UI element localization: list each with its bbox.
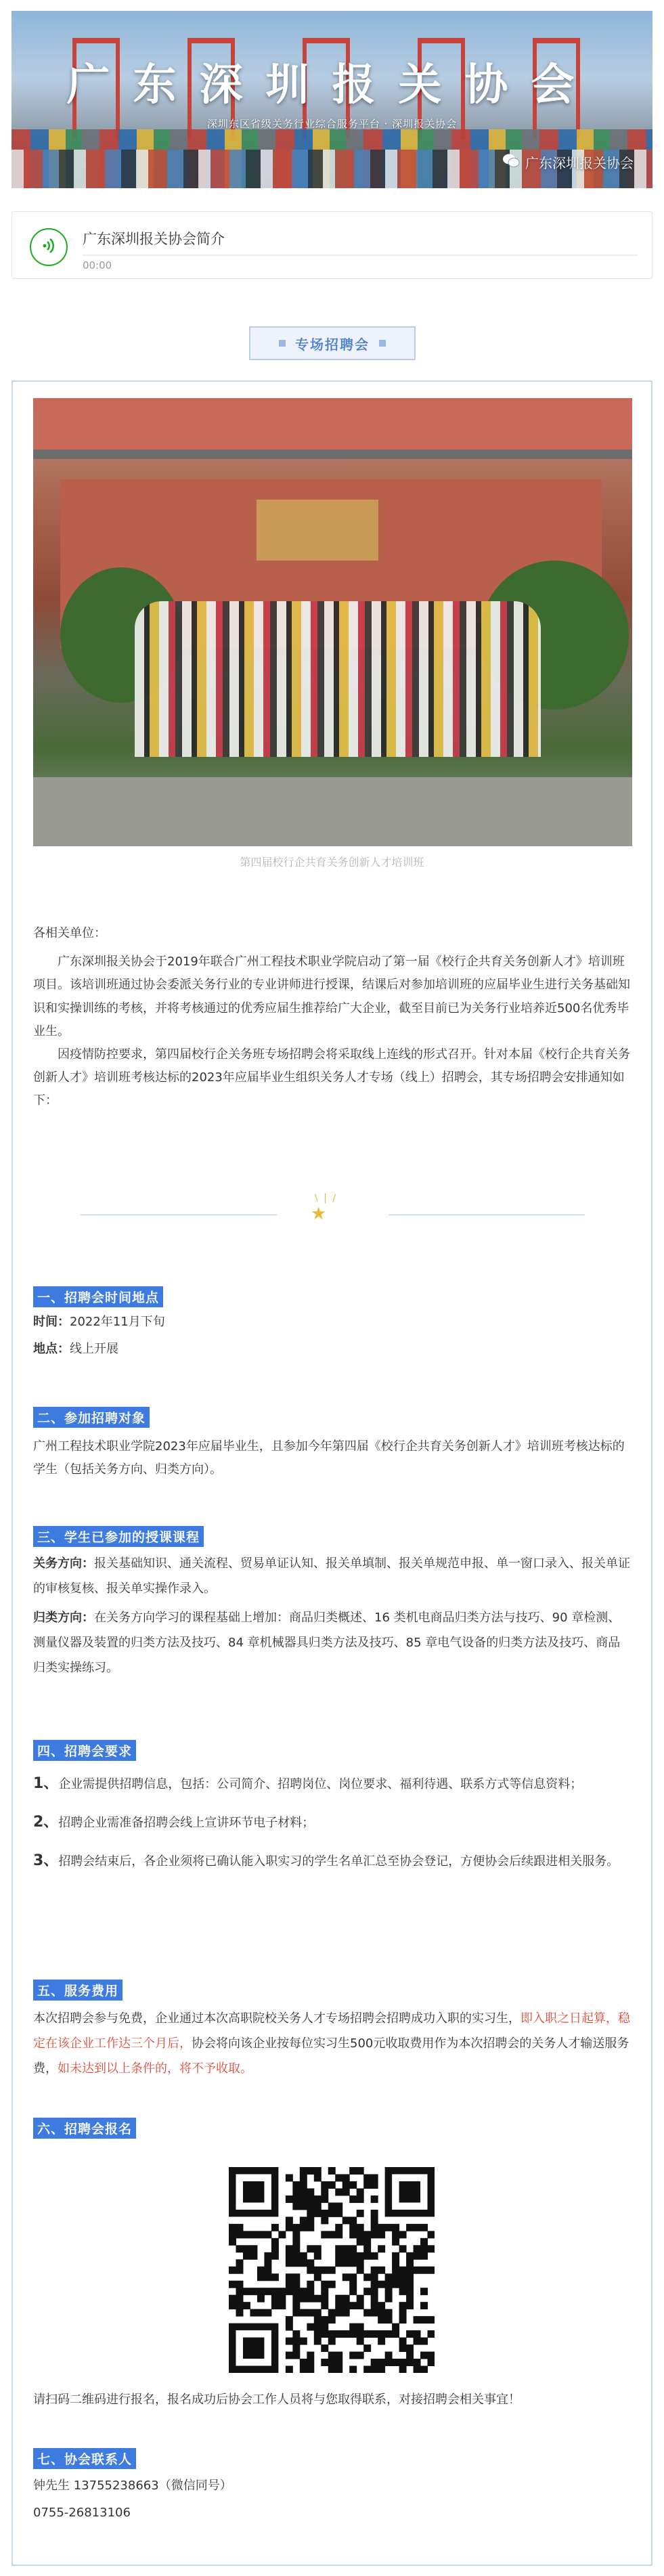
square-decoration [379, 340, 386, 347]
section-heading: 六、招聘会报名 [33, 2118, 136, 2139]
wechat-icon [502, 153, 520, 171]
list-item: 1、企业需提供招聘信息，包括：公司简介、招聘岗位、岗位要求、福利待遇、联系方式等信息资料； [33, 1775, 583, 1792]
qr-note: 请扫码二维码进行报名，报名成功后协会工作人员将与您取得联系，对接招聘会相关事宜！ [33, 2393, 521, 2407]
intro-paragraph: 因疫情防控要求，第四届校行企关务班专场招聘会将采取线上连线的形式召开。针对本届《校行企共育关务创新人才》培训班考核达标的2023年应届毕业生组织关务人才专场（线上）招聘会，其专场招聘会安排通知如下： [33, 1047, 630, 1108]
sparkle-icon: \ | / [315, 1193, 338, 1204]
course-text: 在关务方向学习的课程基础上增加：商品归类概述、16 类机电商品归类方法与技巧、90 章检测、测量仪器及装置的归类方法及技巧、84 章机械器具归类方法及技巧、85 章电气设备的归类方法及技巧、商品归类实操练习。 [33, 1610, 621, 1675]
audio-progress-bar[interactable] [83, 255, 638, 256]
salutation: 各相关单位： [33, 926, 106, 940]
banner-subtitle: 深圳东区省级关务行业综合服务平台 · 深圳报关协会 [206, 118, 458, 130]
fee-highlight: 即入职之日起算，稳定在该企业工作达三个月后， [33, 2011, 630, 2051]
group-photo [33, 398, 632, 846]
audio-player[interactable] [12, 211, 652, 279]
section-tag [249, 326, 416, 360]
fee-highlight: 如未达到以上条件的，将不予收取。 [58, 2061, 252, 2076]
divider [81, 1193, 585, 1225]
section-body [33, 1552, 632, 1680]
section-heading: 二、参加招聘对象 [33, 1407, 150, 1428]
contact-line: 钟先生 13755238663（微信同号） [33, 2479, 232, 2493]
contact-block [33, 2472, 632, 2526]
section-tag-label: 专场招聘会 [295, 336, 370, 353]
section-heading: 五、服务费用 [33, 1980, 123, 2001]
place-label: 地点： [33, 1342, 70, 1357]
course-label: 关务方向： [33, 1556, 94, 1571]
fee-text: 协会将向该企业按每位实习生500元收取费用作为本次招聘会的关务人才输送服务费， [33, 2036, 629, 2076]
section-heading: 三、学生已参加的授课课程 [33, 1526, 204, 1547]
course-label: 归类方向： [33, 1610, 94, 1625]
audio-play-button[interactable] [30, 228, 68, 266]
content-frame [12, 380, 652, 2566]
audio-title: 广东深圳报关协会简介 [83, 231, 225, 247]
intro-block [33, 922, 632, 1113]
time-label: 时间： [33, 1315, 70, 1329]
section-heading: 四、招聘会要求 [33, 1740, 136, 1761]
square-decoration [279, 340, 286, 347]
time-value: 2022年11月下旬 [70, 1315, 165, 1329]
requirements-list [33, 1768, 632, 1876]
registration-qr-code[interactable] [229, 2167, 435, 2373]
fee-text: 本次招聘会参与免费，企业通过本次高职院校关务人才专场招聘会招聘成功入职的实习生， [33, 2011, 521, 2026]
photo-caption: 第四届校行企共育关务创新人才培训班 [240, 856, 424, 869]
watermark-text: 广东深圳报关协会 [525, 155, 634, 171]
list-item: 2、招聘企业需准备招聘会线上宣讲环节电子材料； [33, 1814, 315, 1831]
list-item: 3、招聘会结束后，各企业须将已确认能入职实习的学生名单汇总至协会登记，方便协会后续跟进相关服务。 [33, 1852, 619, 1870]
sound-wave-icon [39, 236, 58, 258]
star-icon: ★ [311, 1204, 327, 1224]
audio-time: 00:00 [83, 259, 112, 271]
section-heading: 七、协会联系人 [33, 2448, 136, 2469]
contact-line: 0755-26813106 [33, 2505, 131, 2520]
banner-watermark [502, 152, 634, 172]
section-heading: 一、招聘会时间地点 [33, 1286, 163, 1307]
section-body [33, 1311, 632, 1361]
place-value: 线上开展 [70, 1342, 118, 1357]
banner-title: 广东深圳报关协会 [66, 60, 598, 110]
section-body [33, 2007, 632, 2082]
course-text: 报关基础知识、通关流程、贸易单证认知、报关单填制、报关单规范申报、单一窗口录入、报关单证的审核复核、报关单实操作录入。 [33, 1556, 630, 1596]
section-body: 广州工程技术职业学院2023年应届毕业生，且参加今年第四届《校行企共育关务创新人才》培训班考核达标的学生（包括关务方向、归类方向）。 [33, 1439, 625, 1477]
intro-paragraph: 广东深圳报关协会于2019年联合广州工程技术职业学院启动了第一届《校行企共育关务创新人才》培训班项目。该培训班通过协会委派关务行业的专业讲师进行授课，结课后对参加培训班的应届毕业生进行关务基础知识和实操训练的考核，并将考核通过的优秀应届生推荐给广大企业，截至目前已为关务行业培养近500名优秀毕业生。 [33, 955, 630, 1039]
header-banner [12, 11, 652, 188]
